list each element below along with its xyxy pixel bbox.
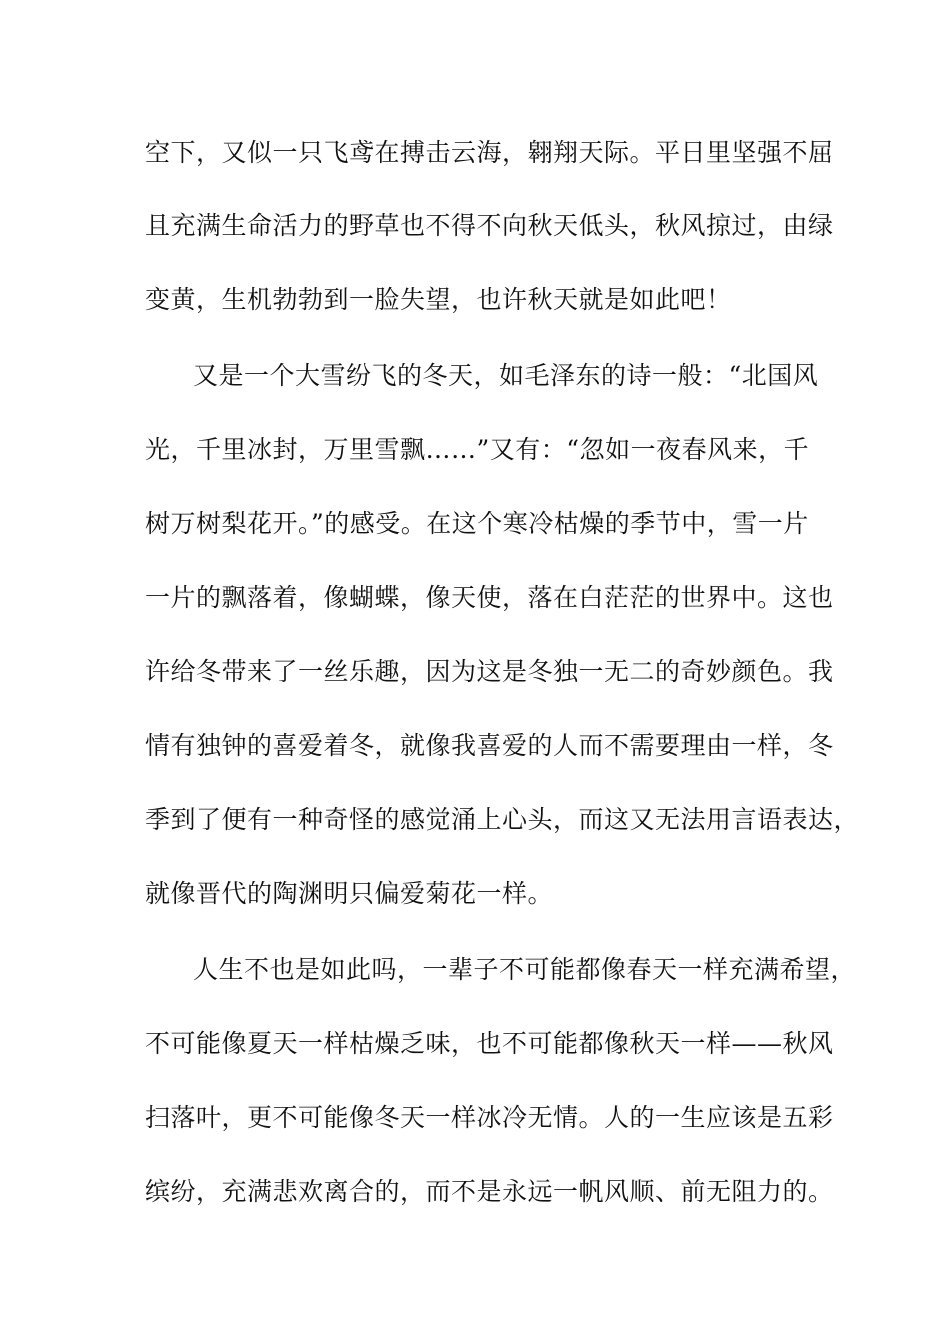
text-line: 季到了便有一种奇怪的感觉涌上心头，而这又无法用言语表达，	[145, 805, 860, 834]
text-line: 缤纷，充满悲欢离合的，而不是永远一帆风顺、前无阻力的。	[145, 1177, 834, 1206]
paragraph-first-line: 又是一个大雪纷飞的冬天，如毛泽东的诗一般：“北国风	[193, 361, 819, 390]
text-line: 一片的飘落着，像蝴蝶，像天使，落在白茫茫的世界中。这也	[145, 583, 834, 612]
text-line: 变黄，生机勃勃到一脸失望，也许秋天就是如此吧！	[145, 285, 732, 314]
text-line: 空下，又似一只飞鸢在搏击云海，翱翔天际。平日里坚强不屈	[145, 138, 834, 167]
text-line: 就像晋代的陶渊明只偏爱菊花一样。	[145, 879, 554, 908]
text-line: 扫落叶，更不可能像冬天一样冰冷无情。人的一生应该是五彩	[145, 1103, 834, 1132]
text-line: 且充满生命活力的野草也不得不向秋天低头，秋风掠过，由绿	[145, 211, 834, 240]
text-line: 光，千里冰封，万里雪飘……”又有：“忽如一夜春风来，千	[145, 435, 810, 464]
text-line: 树万树梨花开。”的感受。在这个寒冷枯燥的季节中，雪一片	[145, 509, 809, 538]
paragraph-first-line: 人生不也是如此吗，一辈子不可能都像春天一样充满希望，	[193, 955, 857, 984]
text-line: 不可能像夏天一样枯燥乏味，也不可能都像秋天一样——秋风	[145, 1029, 834, 1058]
text-line: 许给冬带来了一丝乐趣，因为这是冬独一无二的奇妙颜色。我	[145, 657, 834, 686]
text-line: 情有独钟的喜爱着冬，就像我喜爱的人而不需要理由一样，冬	[145, 731, 834, 760]
